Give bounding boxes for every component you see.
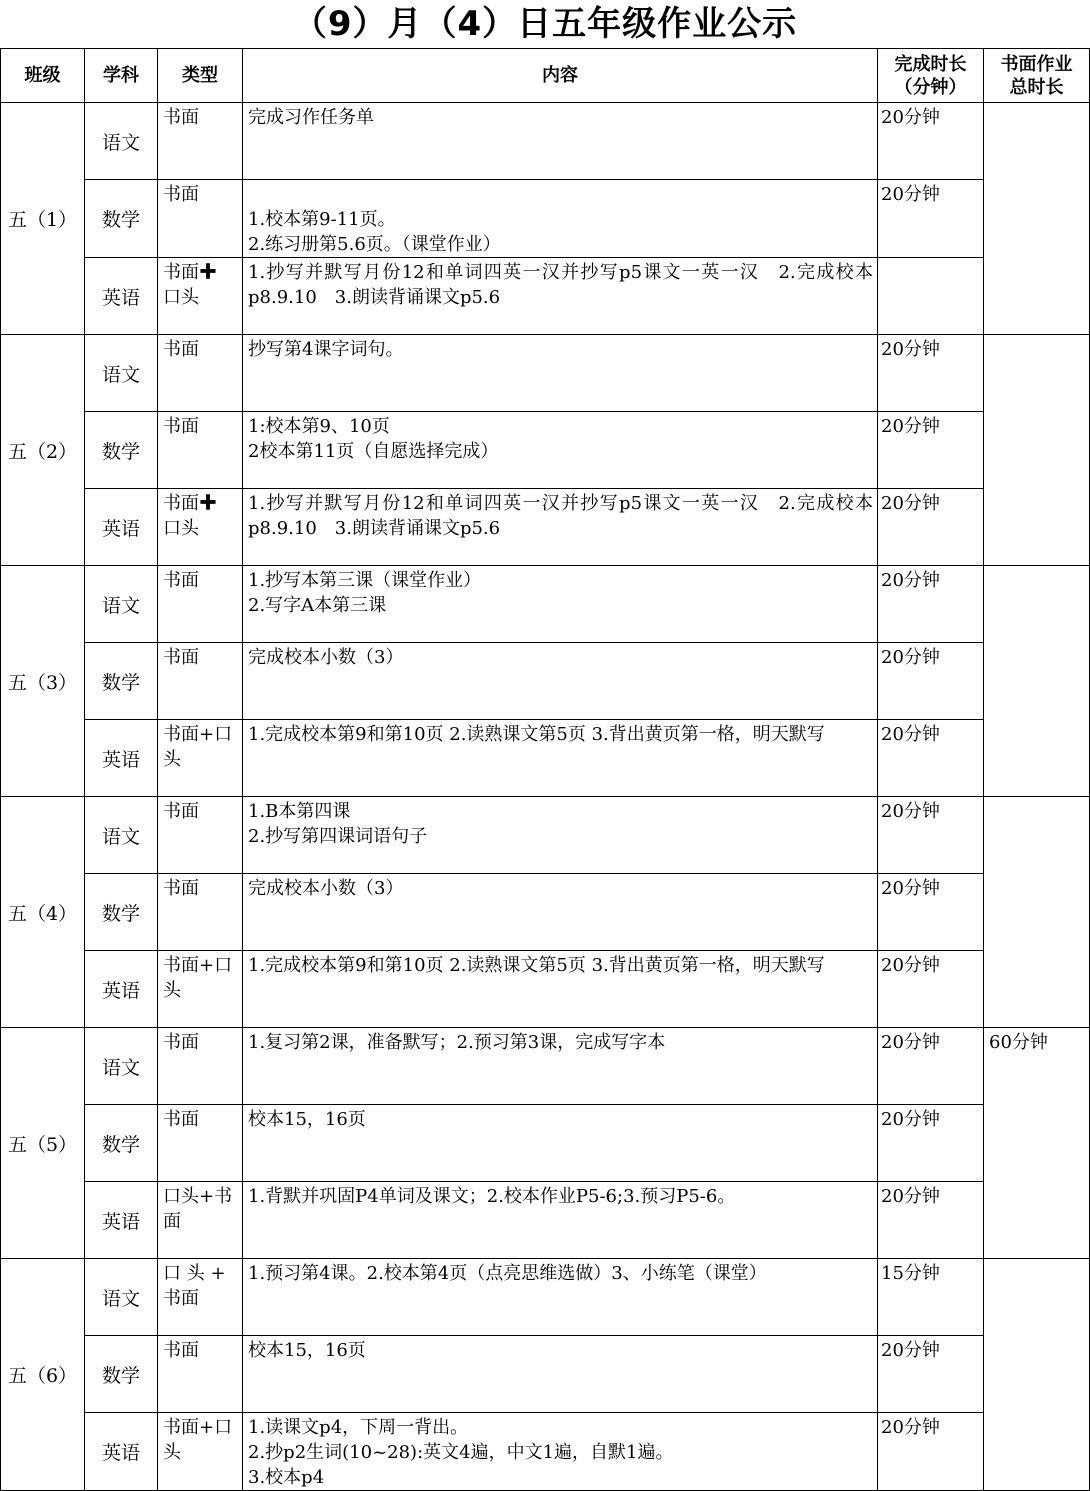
duration-cell: 20分钟	[878, 1413, 984, 1491]
type-cell: 书面+口头	[158, 720, 243, 797]
class-name-cell: 五（1）	[1, 103, 85, 335]
subject-cell: 数学	[85, 180, 158, 258]
subject-cell: 语文	[85, 797, 158, 874]
type-cell: 书面	[158, 1336, 243, 1413]
duration-cell: 20分钟	[878, 412, 984, 489]
total-duration-cell: 60分钟	[984, 1028, 1090, 1259]
table-row	[1, 1336, 1090, 1413]
class-name-cell: 五（2）	[1, 335, 85, 566]
type-cell: 书面	[158, 103, 243, 180]
content-cell: 校本15，16页	[243, 1336, 878, 1413]
content-cell: 抄写第4课字词句。	[243, 335, 878, 412]
table-row	[1, 1182, 1090, 1259]
duration-cell: 20分钟	[878, 720, 984, 797]
content-cell: 完成校本小数（3）	[243, 874, 878, 951]
total-duration-cell	[984, 103, 1090, 335]
table-row	[1, 566, 1090, 643]
type-cell: 书面	[158, 797, 243, 874]
table-row	[1, 874, 1090, 951]
type-cell: 口头+书面	[158, 1182, 243, 1259]
content-cell: 1.校本第9-11页。 2.练习册第5.6页。（课堂作业）	[243, 180, 878, 258]
subject-cell: 英语	[85, 489, 158, 566]
table-row	[1, 1413, 1090, 1491]
subject-cell: 语文	[85, 566, 158, 643]
class-name-cell: 五（3）	[1, 566, 85, 797]
content-cell: 1:校本第9、10页 2校本第11页（自愿选择完成）	[243, 412, 878, 489]
type-cell: 书面✚ 口头	[158, 258, 243, 335]
content-cell: 1.背默并巩固P4单词及课文；2.校本作业P5-6;3.预习P5-6。	[243, 1182, 878, 1259]
subject-cell: 英语	[85, 1413, 158, 1491]
header-subject: 学科	[85, 49, 158, 103]
content-cell: 1.B本第四课 2.抄写第四课词语句子	[243, 797, 878, 874]
duration-cell: 15分钟	[878, 1259, 984, 1336]
total-duration-cell	[984, 1259, 1090, 1491]
subject-cell: 数学	[85, 1105, 158, 1182]
header-duration: 完成时长 （分钟）	[878, 49, 984, 103]
content-cell: 1.预习第4课。2.校本第4页（点亮思维选做）3、小练笔（课堂）	[243, 1259, 878, 1336]
duration-cell: 20分钟	[878, 335, 984, 412]
subject-cell: 数学	[85, 412, 158, 489]
subject-cell: 语文	[85, 103, 158, 180]
table-row	[1, 1028, 1090, 1105]
duration-cell: 20分钟	[878, 180, 984, 258]
content-cell: 1.读课文p4，下周一背出。 2.抄p2生词(10~28):英文4遍，中文1遍，自默1遍。 3.校本p4	[243, 1413, 878, 1491]
type-cell: 书面	[158, 874, 243, 951]
type-cell: 书面+口头	[158, 1413, 243, 1491]
table-row	[1, 335, 1090, 412]
type-cell: 书面	[158, 180, 243, 258]
content-cell: 1.抄写本第三课（课堂作业） 2.写字A本第三课	[243, 566, 878, 643]
table-row	[1, 643, 1090, 720]
duration-cell: 20分钟	[878, 566, 984, 643]
total-duration-cell	[984, 335, 1090, 566]
subject-cell: 数学	[85, 1336, 158, 1413]
subject-cell: 英语	[85, 951, 158, 1028]
page-title: （9）月（4）日五年级作业公示	[292, 4, 798, 44]
table-row	[1, 258, 1090, 335]
header-row	[1, 49, 1090, 103]
type-cell: 书面	[158, 335, 243, 412]
header-class: 班级	[1, 49, 85, 103]
duration-cell: 20分钟	[878, 874, 984, 951]
type-cell: 书面+口头	[158, 951, 243, 1028]
type-cell: 书面	[158, 1028, 243, 1105]
total-duration-cell	[984, 566, 1090, 797]
content-cell: 1.完成校本第9和第10页 2.读熟课文第5页 3.背出黄页第一格，明天默写	[243, 720, 878, 797]
subject-cell: 语文	[85, 1028, 158, 1105]
duration-cell: 20分钟	[878, 103, 984, 180]
total-duration-cell	[984, 797, 1090, 1028]
duration-cell	[878, 258, 984, 335]
homework-table	[0, 48, 1090, 1491]
type-cell: 书面	[158, 1105, 243, 1182]
table-row	[1, 951, 1090, 1028]
subject-cell: 英语	[85, 258, 158, 335]
duration-cell: 20分钟	[878, 951, 984, 1028]
content-cell: 校本15，16页	[243, 1105, 878, 1182]
class-name-cell: 五（6）	[1, 1259, 85, 1491]
subject-cell: 英语	[85, 720, 158, 797]
subject-cell: 数学	[85, 874, 158, 951]
class-name-cell: 五（5）	[1, 1028, 85, 1259]
header-type: 类型	[158, 49, 243, 103]
content-cell: 1.复习第2课，准备默写；2.预习第3课，完成写字本	[243, 1028, 878, 1105]
class-name-cell: 五（4）	[1, 797, 85, 1028]
subject-cell: 语文	[85, 1259, 158, 1336]
duration-cell: 20分钟	[878, 1028, 984, 1105]
duration-cell: 20分钟	[878, 1105, 984, 1182]
type-cell: 书面	[158, 643, 243, 720]
table-row	[1, 720, 1090, 797]
table-row	[1, 1259, 1090, 1336]
content-cell: 完成校本小数（3）	[243, 643, 878, 720]
type-cell: 书面	[158, 566, 243, 643]
duration-cell: 20分钟	[878, 1182, 984, 1259]
type-cell: 口 头 + 书面	[158, 1259, 243, 1336]
type-cell: 书面✚ 口头	[158, 489, 243, 566]
duration-cell: 20分钟	[878, 797, 984, 874]
duration-cell: 20分钟	[878, 643, 984, 720]
table-row	[1, 412, 1090, 489]
duration-cell: 20分钟	[878, 1336, 984, 1413]
content-cell: 1.抄写并默写月份12和单词四英一汉并抄写p5课文一英一汉 2.完成校本p8.9.10 3.朗读背诵课文p5.6	[243, 489, 878, 566]
table-row	[1, 1105, 1090, 1182]
content-cell: 1.完成校本第9和第10页 2.读熟课文第5页 3.背出黄页第一格，明天默写	[243, 951, 878, 1028]
table-row	[1, 180, 1090, 258]
content-cell: 1.抄写并默写月份12和单词四英一汉并抄写p5课文一英一汉 2.完成校本p8.9.10 3.朗读背诵课文p5.6	[243, 258, 878, 335]
duration-cell: 20分钟	[878, 489, 984, 566]
header-content: 内容	[243, 49, 878, 103]
table-row	[1, 797, 1090, 874]
type-cell: 书面	[158, 412, 243, 489]
subject-cell: 语文	[85, 335, 158, 412]
table-row	[1, 103, 1090, 180]
subject-cell: 英语	[85, 1182, 158, 1259]
header-total: 书面作业 总时长	[984, 49, 1090, 103]
content-cell: 完成习作任务单	[243, 103, 878, 180]
table-row	[1, 489, 1090, 566]
subject-cell: 数学	[85, 643, 158, 720]
